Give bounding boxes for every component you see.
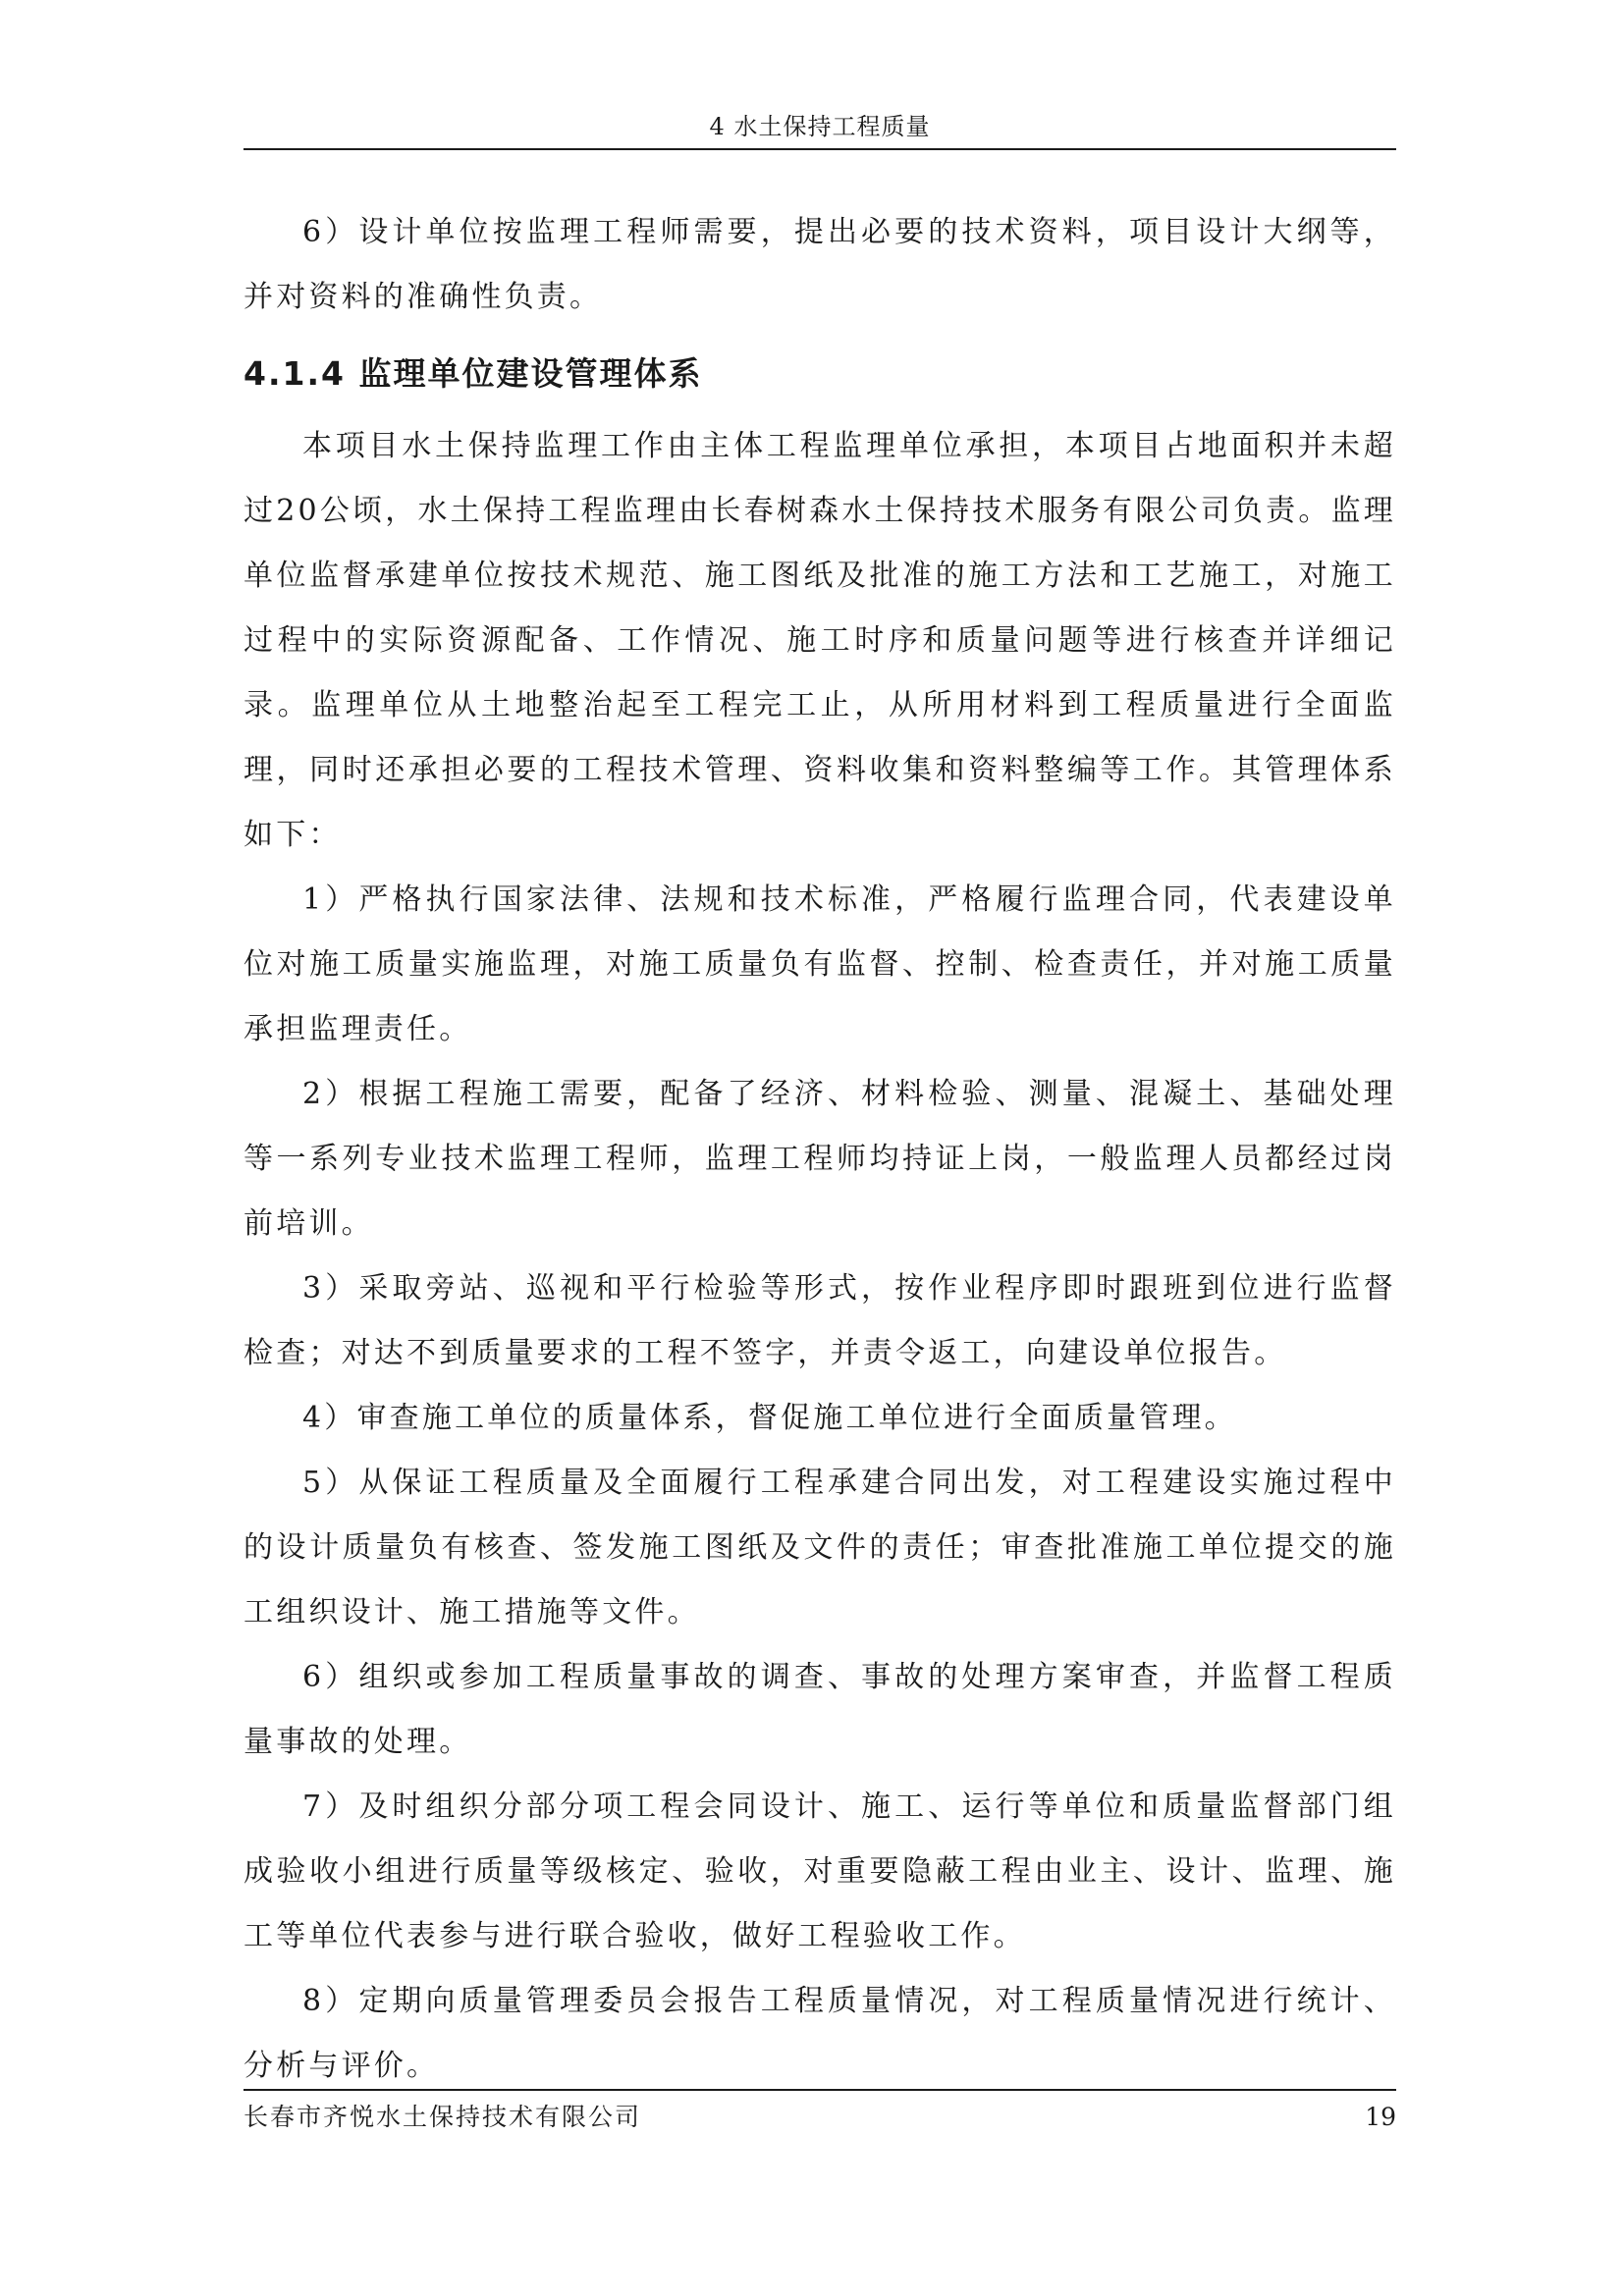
paragraph-section-intro: 本项目水土保持监理工作由主体工程监理单位承担，本项目占地面积并未超过20公顷，水土保持工程监理由长春树森水土保持技术服务有限公司负责。监理单位监督承建单位按技术规范、施工图纸及批准的施工方法和工艺施工，对施工过程中的实际资源配备、工作情况、施工时序和质量问题等进行核查并详细记录。监理单位从土地整治起至工程完工止，从所用材料到工程质量进行全面监理，同时还承担必要的工程技术管理、资料收集和资料整编等工作。其管理体系如下： <box>244 429 1396 852</box>
list-item-5: 5）从保证工程质量及全面履行工程承建合同出发，对工程建设实施过程中的设计质量负有核查、签发施工图纸及文件的责任；审查批准施工单位提交的施工组织设计、施工措施等文件。 <box>244 1466 1396 1629</box>
section-heading: 4.1.4 监理单位建设管理体系 <box>244 354 703 393</box>
paragraph-designer-item-6: 6）设计单位按监理工程师需要，提出必要的技术资料，项目设计大纲等，并对资料的准确性负责。 <box>244 215 1396 314</box>
list-item-4: 4）审查施工单位的质量体系，督促施工单位进行全面质量管理。 <box>302 1401 1237 1435</box>
list-item-7: 7）及时组织分部分项工程会同设计、施工、运行等单位和质量监督部门组成验收小组进行质量等级核定、验收，对重要隐蔽工程由业主、设计、监理、施工等单位代表参与进行联合验收，做好工程验收工作。 <box>244 1789 1396 1953</box>
list-item-8: 8）定期向质量管理委员会报告工程质量情况，对工程质量情况进行统计、分析与评价。 <box>244 1984 1396 2083</box>
list-item-2: 2）根据工程施工需要，配备了经济、材料检验、测量、混凝土、基础处理等一系列专业技术监理工程师，监理工程师均持证上岗，一般监理人员都经过岗前培训。 <box>244 1077 1396 1241</box>
header-divider <box>244 148 1396 150</box>
running-header: 4 水土保持工程质量 <box>709 113 931 140</box>
list-item-1: 1）严格执行国家法律、法规和技术标准，严格履行监理合同，代表建设单位对施工质量实施监理，对施工质量负有监督、控制、检查责任，并对施工质量承担监理责任。 <box>244 882 1396 1046</box>
footer-divider <box>244 2089 1396 2091</box>
page-number: 19 <box>1365 2103 1396 2131</box>
document-body <box>244 200 1396 2099</box>
list-item-6: 6）组织或参加工程质量事故的调查、事故的处理方案审查，并监督工程质量事故的处理。 <box>244 1660 1396 1759</box>
footer-company-name: 长春市齐悦水土保持技术有限公司 <box>244 2103 642 2131</box>
list-item-3: 3）采取旁站、巡视和平行检验等形式，按作业程序即时跟班到位进行监督检查；对达不到质量要求的工程不签字，并责令返工，向建设单位报告。 <box>244 1271 1396 1370</box>
